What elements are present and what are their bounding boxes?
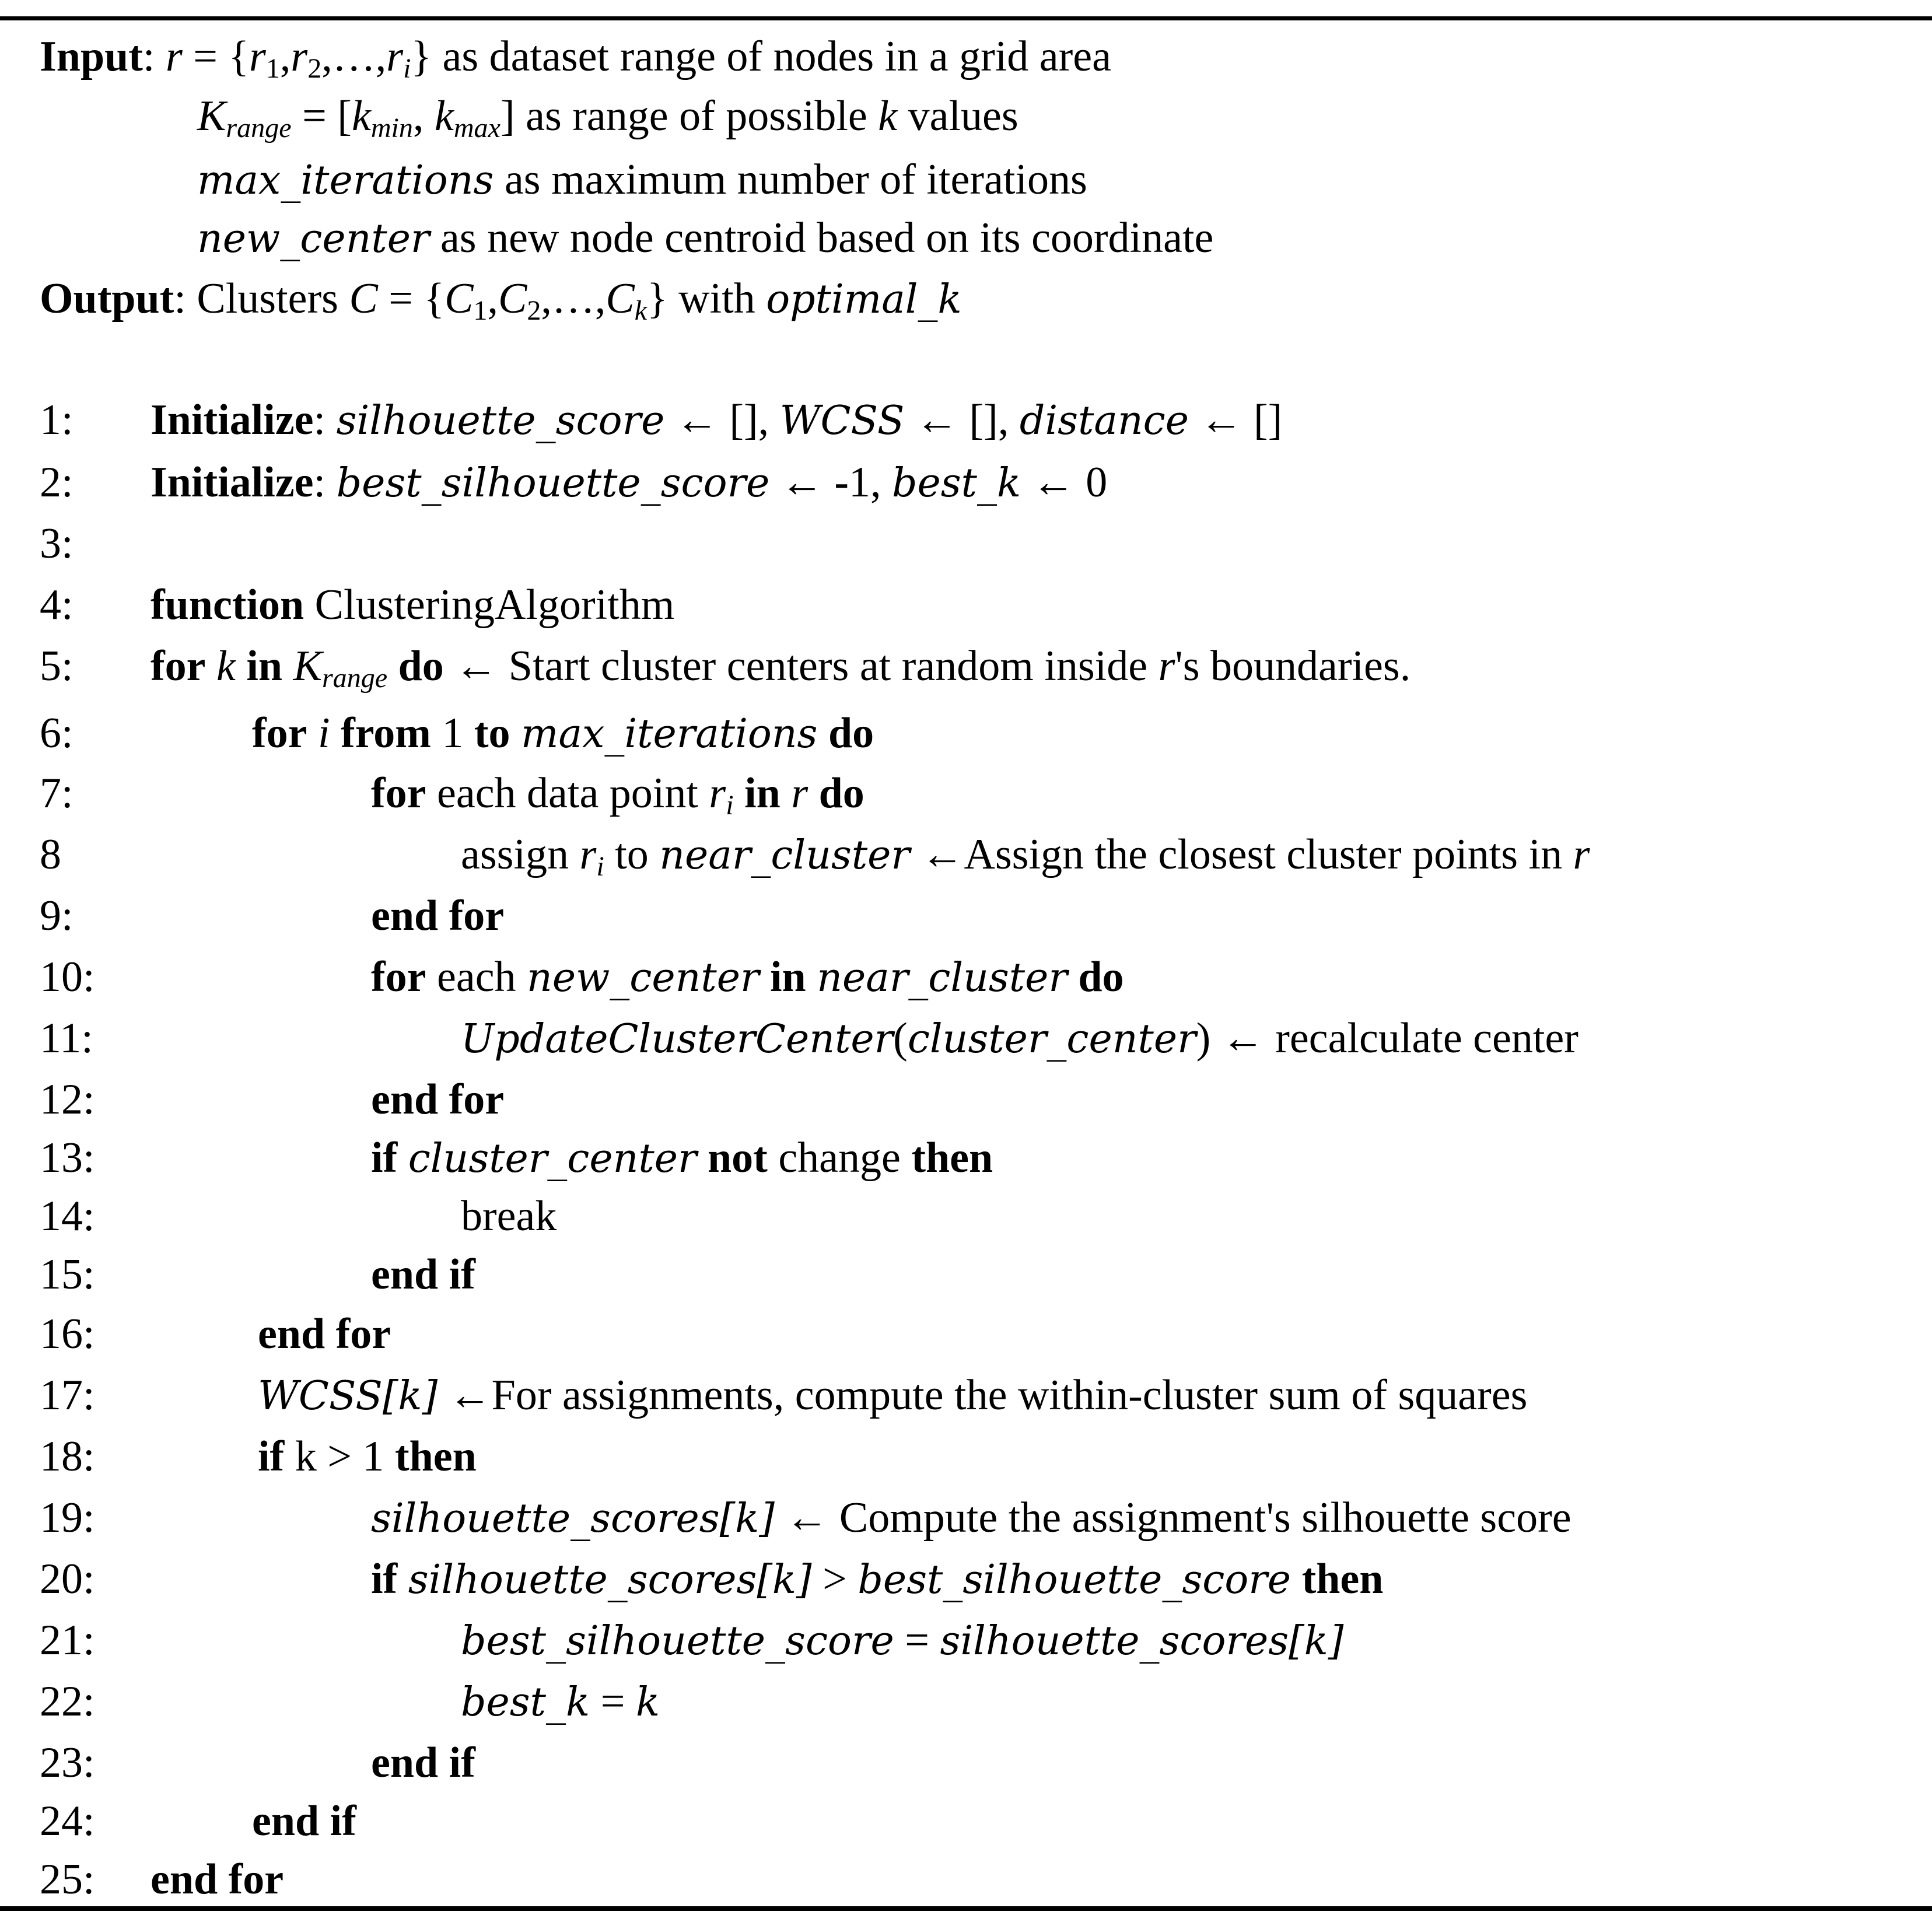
algo-line-14: 14: break [0, 1186, 1932, 1247]
line-number: 8 [40, 831, 61, 878]
line-number: 4: [40, 581, 74, 629]
algo-line-23: 23: end if [0, 1732, 1932, 1793]
line-number: 9: [40, 892, 74, 940]
line-number: 22: [40, 1678, 95, 1725]
line-number: 21: [40, 1616, 95, 1664]
var-K: K [197, 92, 226, 140]
input-line-2: $K_{range} = [k_{min}$, $k_{max}$] as range of possible k values [197, 92, 1019, 144]
line-number: 18: [40, 1433, 95, 1480]
algo-line-3 [0, 513, 1932, 574]
input-desc-1: as dataset range of nodes in a grid area [431, 33, 1111, 80]
algo-line-2: 2: Initialize: best_silhouette_score ← -1, best_k ← 0 [0, 452, 1932, 513]
input-label: Input [40, 33, 143, 80]
var-r: r [165, 33, 183, 80]
top-rule [0, 16, 1932, 20]
algo-line-13: 13: if cluster_center not change then [0, 1128, 1932, 1188]
line-number: 15: [40, 1251, 95, 1298]
line-number: 19: [40, 1494, 95, 1542]
algo-line-4: 4: function ClusteringAlgorithm [0, 575, 1932, 635]
line-number: 23: [40, 1739, 95, 1787]
line-number: 13: [40, 1134, 95, 1182]
algo-line-17: 17: WCSS[k] ←For assignments, compute the within-cluster sum of squares [0, 1365, 1932, 1426]
algo-line-22: 22: best_k = k [0, 1671, 1932, 1732]
algo-line-7: 7: for each data point $r_i$ in r do [0, 763, 1932, 824]
algo-line-20: 20: if silhouette_scores[k] > best_silhouette_score then [0, 1549, 1932, 1609]
algo-line-11: 11: UpdateClusterCenter(cluster_center) ← recalculate center [0, 1008, 1932, 1069]
algo-line-12: 12: end for [0, 1069, 1932, 1130]
bottom-rule [0, 1906, 1932, 1911]
line-number: 10: [40, 953, 95, 1001]
line-number: 16: [40, 1310, 95, 1358]
line-number: 3: [40, 520, 74, 568]
algo-line-5: 5: for k in $K_{range}$ do ← Start cluster centers at random inside r's boundaries. [0, 636, 1932, 696]
algo-line-6: 6: for i from 1 to max_iterations do [0, 703, 1932, 764]
line-number: 25: [40, 1856, 95, 1903]
output-line: Output: Clusters $C = \{C_1,C_2,\dots,C_k\}$ with optimal_k [40, 275, 962, 327]
var-optimal-k: optimal_k [766, 276, 962, 323]
output-label: Output [40, 275, 174, 323]
line-number: 7: [40, 769, 74, 817]
line-number: 2: [40, 458, 74, 506]
algo-line-10: 10: for each new_center in near_cluster do [0, 947, 1932, 1007]
input-line-1: Input: $r = \{r_1,r_2,\dots,r_i\}$ as dataset range of nodes in a grid area [40, 33, 1111, 85]
algo-line-9: 9: end for [0, 885, 1932, 946]
algo-line-1: 1: Initialize: silhouette_score ← [], WCSS ← [], distance ← [] [0, 390, 1932, 450]
var-max-iterations: max_iterations [197, 157, 494, 204]
var-new-center: new_center [197, 216, 430, 262]
line-number: 14: [40, 1192, 95, 1240]
line-number: 17: [40, 1371, 95, 1419]
line-number: 1: [40, 396, 74, 444]
line-number: 12: [40, 1076, 95, 1123]
algo-line-24: 24: end if [0, 1791, 1932, 1851]
input-line-4: new_center as new node centroid based on its coordinate [197, 214, 1214, 262]
algo-line-18: 18: if k > 1 then [0, 1426, 1932, 1487]
algo-line-25: 25: end for [0, 1849, 1932, 1910]
algo-line-8: 8 assign $r_i$ to near_cluster ←Assign the closest cluster points in r [0, 824, 1932, 885]
input-line-3: max_iterations as maximum number of iterations [197, 156, 1087, 204]
line-number: 6: [40, 709, 74, 757]
line-number: 20: [40, 1555, 95, 1603]
line-number: 5: [40, 642, 74, 690]
algo-line-21: 21: best_silhouette_score = silhouette_scores[k] [0, 1610, 1932, 1671]
line-number: 24: [40, 1797, 95, 1845]
algo-line-19: 19: silhouette_scores[k] ← Compute the assignment's silhouette score [0, 1487, 1932, 1548]
line-number: 11: [40, 1014, 93, 1062]
algo-line-16: 16: end for [0, 1304, 1932, 1364]
algo-line-15: 15: end if [0, 1244, 1932, 1305]
